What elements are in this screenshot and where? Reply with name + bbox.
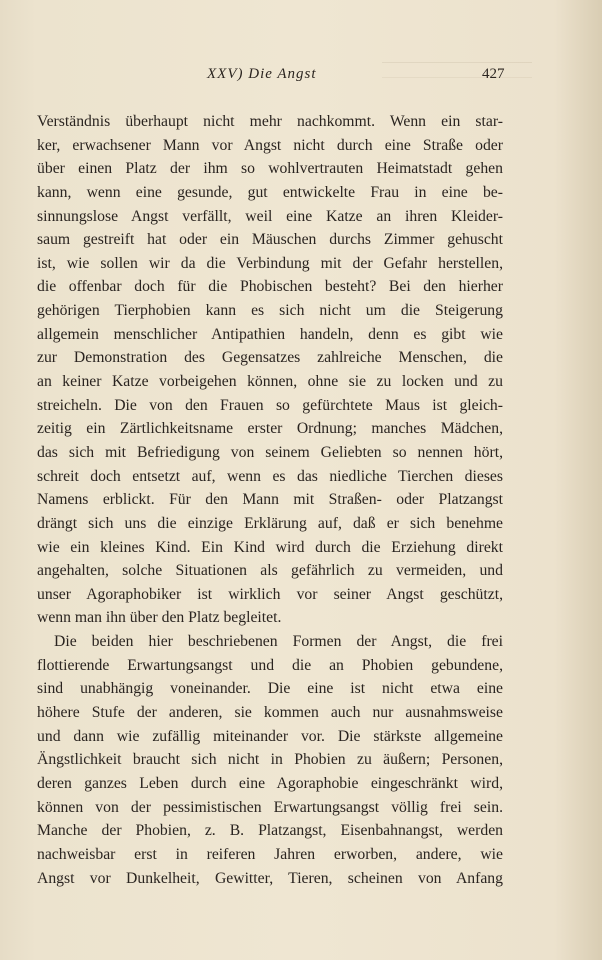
text-line: gehörigen Tierphobien kann es sich nicht um die Steigerung bbox=[37, 302, 503, 320]
text-line: das sich mit Befriedigung von seinem Geliebten so nennen hört, bbox=[37, 443, 503, 461]
text-line: nachweisbar erst in reiferen Jahren erworben, andere, wie bbox=[37, 845, 503, 863]
text-line: Namens erblickt. Für den Mann mit Straßen- oder Platzangst bbox=[37, 491, 503, 509]
text-line: können von der pessimistischen Erwartungsangst völlig frei sein. bbox=[37, 798, 503, 816]
text-line: unser Agoraphobiker ist wirklich vor seiner Angst geschützt, bbox=[37, 585, 503, 603]
body-text bbox=[37, 110, 503, 890]
text-line: saum gestreift hat oder ein Mäuschen durchs Zimmer gehuscht bbox=[37, 231, 503, 249]
text-line: und dann wie zufällig miteinander vor. Die stärkste allgemeine bbox=[37, 727, 503, 745]
text-line: Ängstlichkeit braucht sich nicht in Phobien zu äußern; Personen, bbox=[37, 751, 503, 769]
text-line: Manche der Phobien, z. B. Platzangst, Eisenbahnangst, werden bbox=[37, 822, 503, 840]
chapter-title: XXV) Die Angst bbox=[207, 66, 317, 82]
paragraph-2 bbox=[37, 630, 503, 890]
paragraph-1 bbox=[37, 110, 503, 630]
text-line: wie ein kleines Kind. Ein Kind wird durch die Erziehung direkt bbox=[37, 538, 503, 556]
page-number: 427 bbox=[482, 66, 505, 82]
text-line: Die beiden hier beschriebenen Formen der Angst, die frei bbox=[54, 633, 503, 651]
text-line: ist, wie sollen wir da die Verbindung mit der Gefahr herstellen, bbox=[37, 254, 503, 272]
running-head bbox=[0, 66, 602, 90]
text-line: über einen Platz der ihm so wohlvertrauten Heimatstadt gehen bbox=[37, 160, 503, 178]
text-line: die offenbar doch für die Phobischen besteht? Bei den hierher bbox=[37, 278, 503, 296]
text-line: streicheln. Die von den Frauen so gefürchtete Maus ist gleich- bbox=[37, 396, 503, 414]
text-line: zur Demonstration des Gegensatzes zahlreiche Menschen, die bbox=[37, 349, 503, 367]
text-line: flottierende Erwartungsangst und die an Phobien gebundene, bbox=[37, 656, 503, 674]
text-line: an keiner Katze vorbeigehen können, ohne sie zu locken und zu bbox=[37, 373, 503, 391]
text-line: zeitig ein Zärtlichkeitsname erster Ordnung; manches Mädchen, bbox=[37, 420, 503, 438]
text-line: sinnungslose Angst verfällt, weil eine Katze an ihren Kleider- bbox=[37, 207, 503, 225]
text-line: deren ganzes Leben durch eine Agoraphobie eingeschränkt wird, bbox=[37, 774, 503, 792]
text-line: angehalten, solche Situationen als gefährlich zu vermeiden, und bbox=[37, 562, 503, 580]
text-line: ker, erwachsener Mann vor Angst nicht durch eine Straße oder bbox=[37, 136, 503, 154]
text-line: wenn man ihn über den Platz begleitet. bbox=[37, 609, 282, 627]
text-line: drängt sich uns die einzige Erklärung auf, daß er sich benehme bbox=[37, 514, 503, 532]
text-line: schreit doch entsetzt auf, wenn es das niedliche Tierchen dieses bbox=[37, 467, 503, 485]
text-line: allgemein menschlicher Antipathien handeln, denn es gibt wie bbox=[37, 325, 503, 343]
text-line: sind unabhängig voneinander. Die eine ist nicht etwa eine bbox=[37, 680, 503, 698]
text-line: Angst vor Dunkelheit, Gewitter, Tieren, scheinen von Anfang bbox=[37, 869, 503, 887]
text-line: höhere Stufe der anderen, sie kommen auch nur ausnahmsweise bbox=[37, 704, 503, 722]
text-line: Verständnis überhaupt nicht mehr nachkommt. Wenn ein star- bbox=[37, 113, 503, 130]
text-line: kann, wenn eine gesunde, gut entwickelte Frau in eine be- bbox=[37, 183, 503, 201]
